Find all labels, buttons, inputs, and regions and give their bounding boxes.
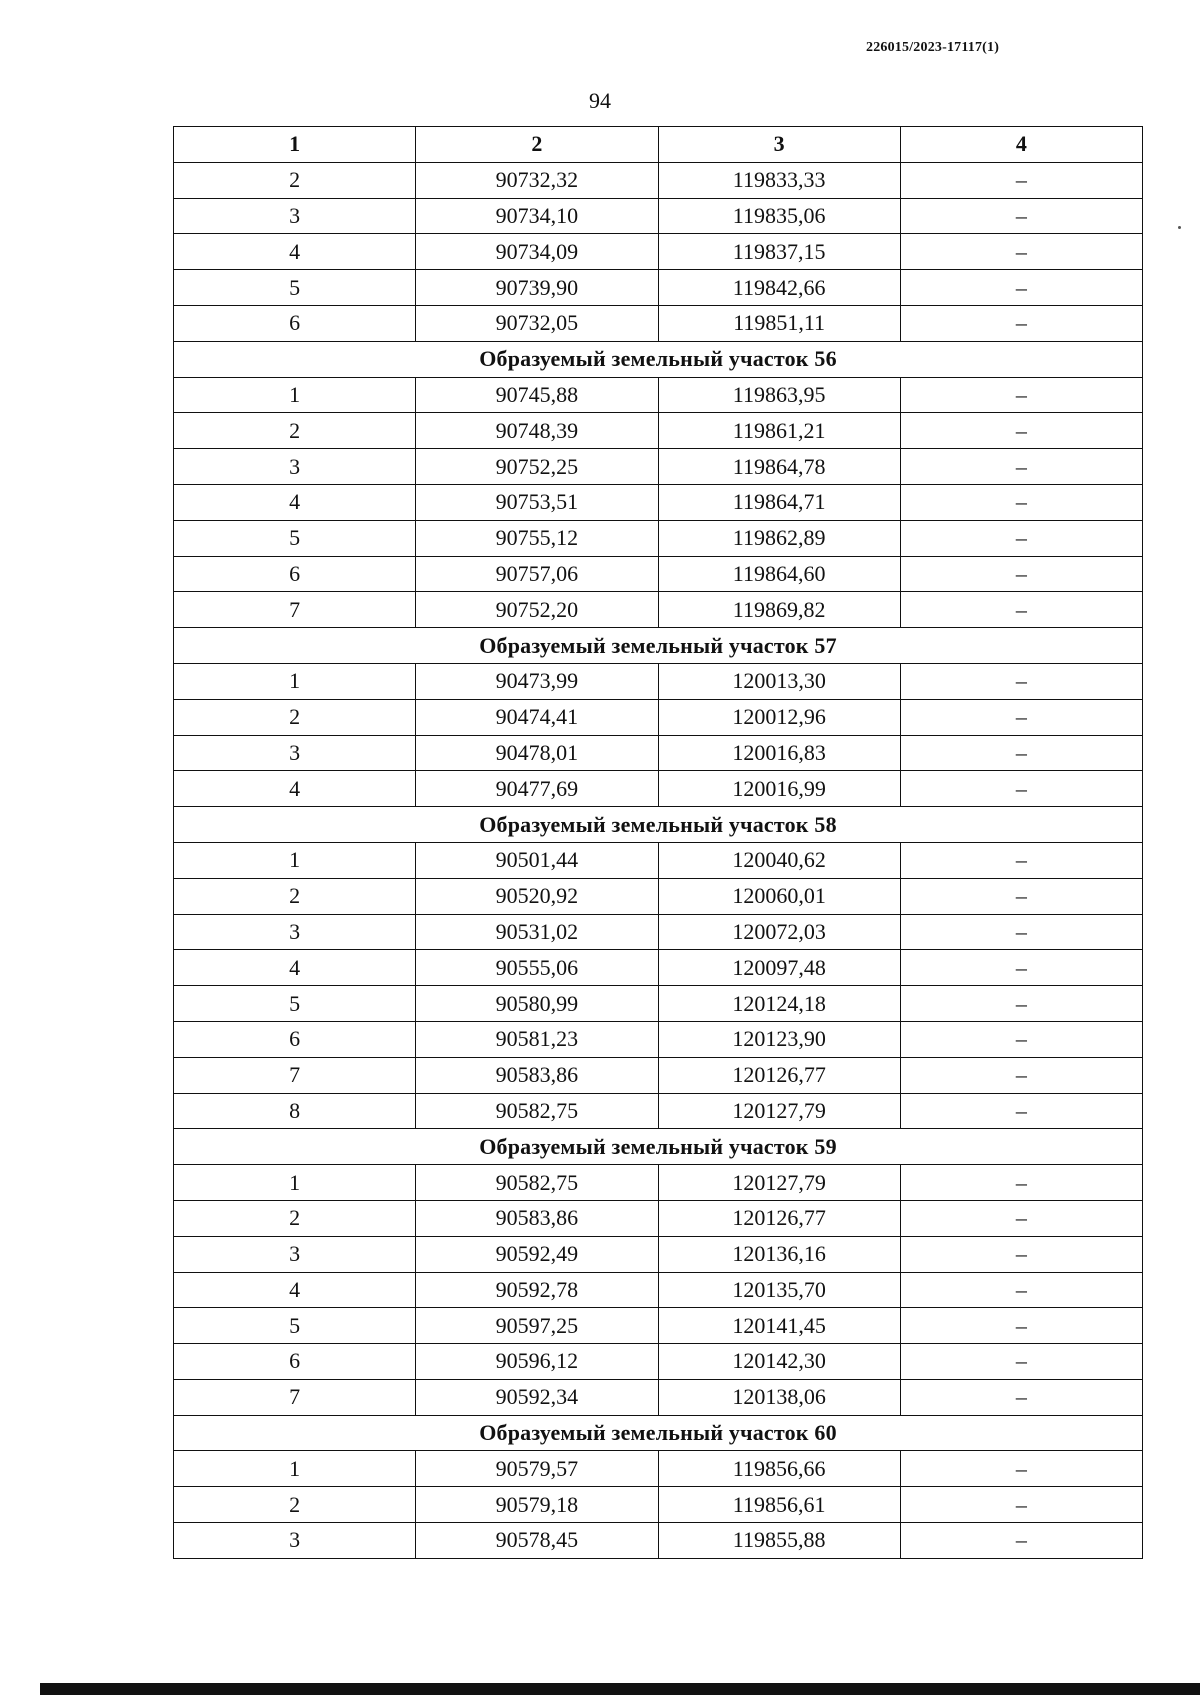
column-4-cell: – [900,520,1142,556]
column-4-cell: – [900,1093,1142,1129]
y-coordinate-cell: 120136,16 [658,1236,900,1272]
column-4-cell: – [900,663,1142,699]
point-number-cell: 4 [174,484,416,520]
section-title: Образуемый земельный участок 59 [174,1129,1143,1165]
table-row [174,1021,1143,1057]
column-4-cell: – [900,1021,1142,1057]
y-coordinate-cell: 119864,60 [658,556,900,592]
table-row [174,1523,1143,1559]
column-4-cell: – [900,1344,1142,1380]
x-coordinate-cell: 90578,45 [416,1523,658,1559]
point-number-cell: 1 [174,377,416,413]
y-coordinate-cell: 120127,79 [658,1093,900,1129]
table-row [174,305,1143,341]
y-coordinate-cell: 120013,30 [658,663,900,699]
page-number: 94 [589,88,611,113]
x-coordinate-cell: 90583,86 [416,1200,658,1236]
point-number-cell: 3 [174,1236,416,1272]
x-coordinate-cell: 90555,06 [416,950,658,986]
column-4-cell: – [900,556,1142,592]
column-4-cell: – [900,986,1142,1022]
point-number-cell: 5 [174,270,416,306]
point-number-cell: 6 [174,305,416,341]
x-coordinate-cell: 90501,44 [416,842,658,878]
column-4-cell: – [900,305,1142,341]
scan-speck [1178,226,1181,229]
section-title: Образуемый земельный участок 57 [174,628,1143,664]
x-coordinate-cell: 90732,05 [416,305,658,341]
y-coordinate-cell: 119833,33 [658,162,900,198]
table-row [174,699,1143,735]
column-4-cell: – [900,198,1142,234]
y-coordinate-cell: 119837,15 [658,234,900,270]
y-coordinate-cell: 119835,06 [658,198,900,234]
x-coordinate-cell: 90755,12 [416,520,658,556]
table-row [174,878,1143,914]
x-coordinate-cell: 90596,12 [416,1344,658,1380]
point-number-cell: 2 [174,413,416,449]
section-header-row [174,1415,1143,1451]
column-4-cell: – [900,413,1142,449]
section-header-row [174,628,1143,664]
point-number-cell: 1 [174,1165,416,1201]
table-row [174,234,1143,270]
table-row [174,556,1143,592]
x-coordinate-cell: 90734,09 [416,234,658,270]
column-header-4: 4 [900,127,1142,163]
column-4-cell: – [900,914,1142,950]
point-number-cell: 7 [174,1379,416,1415]
table-row [174,842,1143,878]
column-4-cell: – [900,234,1142,270]
y-coordinate-cell: 120127,79 [658,1165,900,1201]
section-title: Образуемый земельный участок 58 [174,807,1143,843]
y-coordinate-cell: 120012,96 [658,699,900,735]
x-coordinate-cell: 90531,02 [416,914,658,950]
column-4-cell: – [900,1487,1142,1523]
column-4-cell: – [900,1379,1142,1415]
column-4-cell: – [900,1523,1142,1559]
column-4-cell: – [900,878,1142,914]
y-coordinate-cell: 119864,78 [658,449,900,485]
x-coordinate-cell: 90580,99 [416,986,658,1022]
y-coordinate-cell: 119842,66 [658,270,900,306]
table-row [174,1165,1143,1201]
point-number-cell: 6 [174,1344,416,1380]
column-header-2: 2 [416,127,658,163]
y-coordinate-cell: 119851,11 [658,305,900,341]
point-number-cell: 3 [174,914,416,950]
y-coordinate-cell: 120126,77 [658,1200,900,1236]
coordinates-table [173,126,1143,1559]
point-number-cell: 3 [174,198,416,234]
point-number-cell: 1 [174,663,416,699]
y-coordinate-cell: 119864,71 [658,484,900,520]
point-number-cell: 7 [174,1057,416,1093]
x-coordinate-cell: 90745,88 [416,377,658,413]
table-row [174,162,1143,198]
y-coordinate-cell: 119869,82 [658,592,900,628]
y-coordinate-cell: 120016,83 [658,735,900,771]
x-coordinate-cell: 90520,92 [416,878,658,914]
x-coordinate-cell: 90592,34 [416,1379,658,1415]
x-coordinate-cell: 90748,39 [416,413,658,449]
point-number-cell: 3 [174,1523,416,1559]
point-number-cell: 4 [174,1272,416,1308]
column-4-cell: – [900,377,1142,413]
column-4-cell: – [900,1236,1142,1272]
point-number-cell: 3 [174,449,416,485]
table-row [174,735,1143,771]
table-row [174,1236,1143,1272]
point-number-cell: 5 [174,986,416,1022]
table-row [174,1344,1143,1380]
y-coordinate-cell: 120040,62 [658,842,900,878]
x-coordinate-cell: 90582,75 [416,1165,658,1201]
table-row [174,1451,1143,1487]
y-coordinate-cell: 120124,18 [658,986,900,1022]
table-row [174,449,1143,485]
y-coordinate-cell: 120135,70 [658,1272,900,1308]
point-number-cell: 2 [174,1487,416,1523]
point-number-cell: 6 [174,1021,416,1057]
column-4-cell: – [900,1057,1142,1093]
table-row [174,592,1143,628]
column-4-cell: – [900,449,1142,485]
table-row [174,1379,1143,1415]
table-row [174,986,1143,1022]
x-coordinate-cell: 90582,75 [416,1093,658,1129]
x-coordinate-cell: 90752,25 [416,449,658,485]
y-coordinate-cell: 119856,66 [658,1451,900,1487]
x-coordinate-cell: 90473,99 [416,663,658,699]
x-coordinate-cell: 90753,51 [416,484,658,520]
section-header-row [174,341,1143,377]
x-coordinate-cell: 90757,06 [416,556,658,592]
table-header-row [174,127,1143,163]
x-coordinate-cell: 90592,49 [416,1236,658,1272]
y-coordinate-cell: 120016,99 [658,771,900,807]
table-row [174,663,1143,699]
y-coordinate-cell: 120123,90 [658,1021,900,1057]
y-coordinate-cell: 119856,61 [658,1487,900,1523]
column-4-cell: – [900,1308,1142,1344]
table-row [174,1057,1143,1093]
table-row [174,950,1143,986]
point-number-cell: 1 [174,842,416,878]
table-row [174,1093,1143,1129]
document-registration-number: 226015/2023-17117(1) [866,40,1000,55]
point-number-cell: 4 [174,950,416,986]
x-coordinate-cell: 90739,90 [416,270,658,306]
point-number-cell: 6 [174,556,416,592]
x-coordinate-cell: 90597,25 [416,1308,658,1344]
table-row [174,484,1143,520]
y-coordinate-cell: 120072,03 [658,914,900,950]
table-row [174,198,1143,234]
table-row [174,1200,1143,1236]
column-4-cell: – [900,950,1142,986]
table-row [174,914,1143,950]
column-4-cell: – [900,699,1142,735]
table-row [174,520,1143,556]
x-coordinate-cell: 90583,86 [416,1057,658,1093]
x-coordinate-cell: 90478,01 [416,735,658,771]
x-coordinate-cell: 90734,10 [416,198,658,234]
y-coordinate-cell: 119863,95 [658,377,900,413]
y-coordinate-cell: 120060,01 [658,878,900,914]
column-4-cell: – [900,484,1142,520]
point-number-cell: 2 [174,1200,416,1236]
table-row [174,1308,1143,1344]
x-coordinate-cell: 90732,32 [416,162,658,198]
column-4-cell: – [900,1165,1142,1201]
point-number-cell: 7 [174,592,416,628]
y-coordinate-cell: 119862,89 [658,520,900,556]
table-row [174,413,1143,449]
y-coordinate-cell: 119855,88 [658,1523,900,1559]
column-4-cell: – [900,842,1142,878]
x-coordinate-cell: 90752,20 [416,592,658,628]
table-row [174,771,1143,807]
point-number-cell: 2 [174,699,416,735]
column-4-cell: – [900,1272,1142,1308]
y-coordinate-cell: 120138,06 [658,1379,900,1415]
x-coordinate-cell: 90477,69 [416,771,658,807]
point-number-cell: 4 [174,771,416,807]
y-coordinate-cell: 120097,48 [658,950,900,986]
column-4-cell: – [900,735,1142,771]
column-4-cell: – [900,270,1142,306]
column-header-1: 1 [174,127,416,163]
point-number-cell: 2 [174,878,416,914]
table-row [174,270,1143,306]
table-row [174,1487,1143,1523]
section-header-row [174,807,1143,843]
point-number-cell: 8 [174,1093,416,1129]
x-coordinate-cell: 90581,23 [416,1021,658,1057]
column-4-cell: – [900,162,1142,198]
y-coordinate-cell: 120126,77 [658,1057,900,1093]
section-title: Образуемый земельный участок 60 [174,1415,1143,1451]
scan-bottom-edge [40,1683,1200,1695]
point-number-cell: 1 [174,1451,416,1487]
section-header-row [174,1129,1143,1165]
point-number-cell: 4 [174,234,416,270]
point-number-cell: 3 [174,735,416,771]
y-coordinate-cell: 119861,21 [658,413,900,449]
point-number-cell: 2 [174,162,416,198]
y-coordinate-cell: 120141,45 [658,1308,900,1344]
column-4-cell: – [900,592,1142,628]
y-coordinate-cell: 120142,30 [658,1344,900,1380]
x-coordinate-cell: 90579,57 [416,1451,658,1487]
column-4-cell: – [900,771,1142,807]
column-4-cell: – [900,1451,1142,1487]
table-body [174,162,1143,1558]
column-header-3: 3 [658,127,900,163]
x-coordinate-cell: 90474,41 [416,699,658,735]
point-number-cell: 5 [174,1308,416,1344]
point-number-cell: 5 [174,520,416,556]
section-title: Образуемый земельный участок 56 [174,341,1143,377]
table-row [174,377,1143,413]
table-row [174,1272,1143,1308]
x-coordinate-cell: 90592,78 [416,1272,658,1308]
x-coordinate-cell: 90579,18 [416,1487,658,1523]
column-4-cell: – [900,1200,1142,1236]
